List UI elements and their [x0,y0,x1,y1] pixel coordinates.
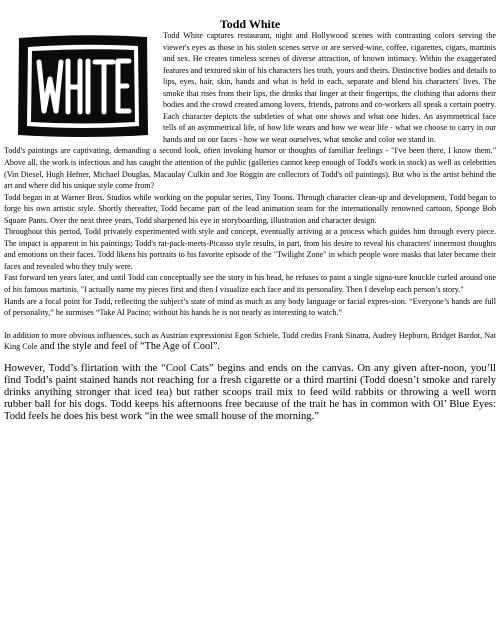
fastforward-paragraph: Fast forward ten years later, and until Todd can conceptually see the story in his head, he refuses to paint a single signa-ture knuckle curled around one of his famous martinis. "I actually name my pieces first and then I visualize each face and its personality. Then I develop each person’s story." [4,273,496,295]
influences-start: In addition to more obvious influences, such as Austrian expressionist Egon Schiele, Todd credits Frank Sinatra, Audrey Hepburn, Bridget Bardot, Nat King Cole [4,330,496,352]
spacer [4,319,496,330]
coolcats-paragraph: However, Todd’s flirtation with the “Cool Cats” begins and ends on the canvas. On any given after-noon, you’ll find Todd’s paint stained hands not reaching for a fresh cigarette or a third martini (Todd doesn’t smoke and rarely drinks anything stronger that iced tea) but rather scoops trail mix to feed wild rabbits or throwing a well worn rubber ball for his dogs. Todd keeps his afternoons free because of the trait he has in common with Ol’ Blue Eyes: Todd feels he does his best work “in the wee small house of the morning.” [4,362,496,423]
intro-paragraph: Todd White captures restaurant, night and Hollywood scenes with contrasting colors serving the viewer's eyes as those in his stolen scenes serve or are served-wine, coffee, cigarettes, cigars, martinis and sex. He creates timeless scenes of diverse attraction, of known intimacy. Within the exaggerated features and textured skin of his characters lies truth, yours and theirs. Distinctive bodies and details to lips, eyes, hair, skin, hands and what is held in each, separate and blend his characters' lives. The smoke that rises from their lips, the drinks that linger at their fingertips, the clothing that adorns their bodies and the crowd created among lovers, friends, patrons and co-workers all speak a certain poetry. Each character depicts the subtleties of what one shows and what one hides. An asymmetrical face tells of an asymmetrical life, of how life wears and how we wear life - what we choose to carry in our hands and on our faces - how we wear ourselves, what smoke and color we stand in. [163,31,496,144]
throughout-paragraph: Throughout this period, Todd privately experimented with style and concept, eventually arriving at a process which guides him through every piece. The impact is apparent in his paintings; Todd's rat-pack-meets-Picasso style results, in part, from his desire to reveal his characters' innermost thoughts and emotions on their faces. Todd likens his portraits to his favorite episode of the "Twilight Zone" in which people wore masks that later became their faces and revealed who they truly were. [4,227,496,271]
captivating-paragraph: Todd's paintings are captivating, demanding a second look, often invoking humor or thoughts of familiar feelings - "I've been there, I know them." Above all, the work is infectious and has caught the attention of the public (galleries cannot keep enough of Todd's work in stock) as well as celebrities (Vin Diesel, Hugh Hefner, Michael Douglas, Macaulay Culkin and Joe Roggin are collectors of Todd's oil paintings). But who is the artist behind the art and where did his unique style come from? [4,146,496,191]
hands-paragraph: Hands are a focal point for Todd, reflecting the subject’s state of mind as much as any body language or facial expres-sion. “Everyone’s hands are full of personality,” he surmises “Take Al Pacino; without his hands he is not nearly as interesting to watch.” [4,296,496,318]
influences-paragraph [4,330,496,353]
white-logo-graphic [13,31,153,141]
page-title: Todd White [219,17,281,31]
spacer [4,353,496,363]
warner-paragraph: Todd began in at Warner Bros. Studios while working on the popular series, Tiny Toons. Through character clean-up and development, Todd began to forge his own artistic style. Shortly thereafter, Todd became part of the lead animation team for the internationally renowned cartoon, Sponge Bob Square Pants. Over the next three years, Todd sharpened his eye in storyboarding, illustration and character design. [4,192,496,225]
white-logo [13,31,153,141]
influences-end: and the style and feel of “The Age of Cool”. [37,341,220,353]
